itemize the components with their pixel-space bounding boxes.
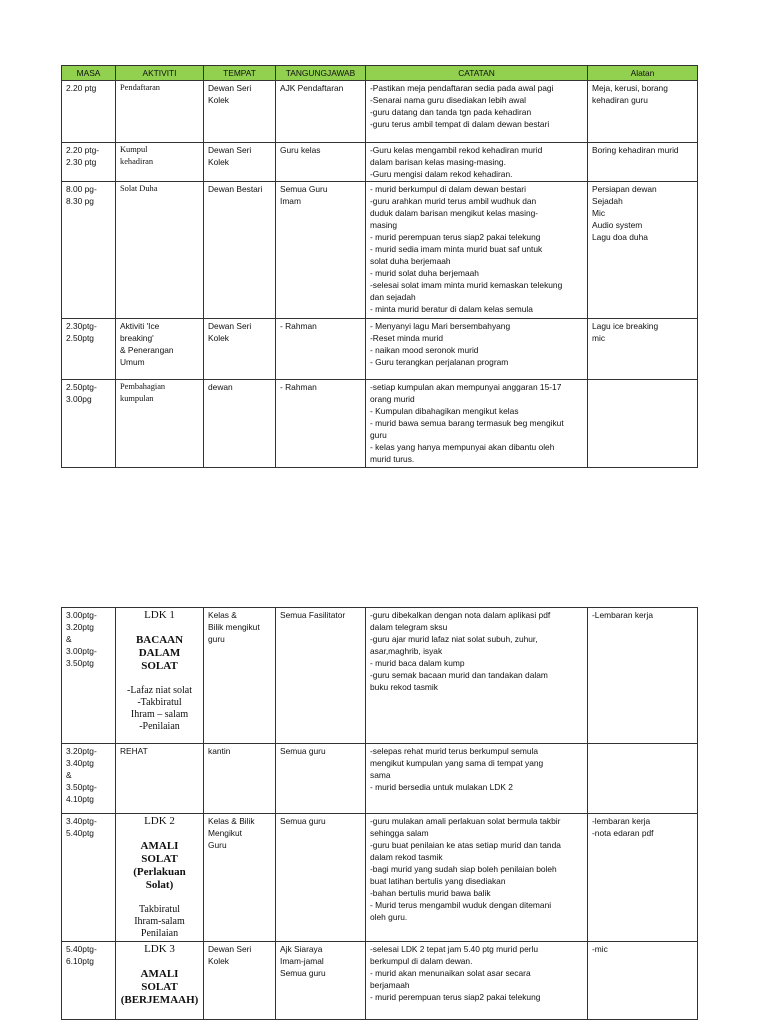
cell-catatan: - Menyanyi lagu Mari bersembahyang -Reset minda murid - naikan mood seronok murid - Guru terangkan perjalanan program [366, 319, 588, 380]
table-row [62, 380, 698, 468]
cell-tempat: dewan [204, 380, 276, 468]
cell-masa: 3.40ptg- 5.40ptg [62, 814, 116, 942]
cell-catatan: -setiap kumpulan akan mempunyai anggaran 15-17 orang murid - Kumpulan dibahagikan mengikut kelas - murid bawa semua barang termasuk beg mengikut guru - kelas yang hanya mempunyai akan dibantu oleh murid turus. [366, 380, 588, 468]
ldk-title: LDK 2 [144, 815, 175, 827]
cell-tanggungjawab: - Rahman [276, 380, 366, 468]
schedule-table-top [61, 65, 698, 468]
cell-masa: 2.20 ptg- 2.30 ptg [62, 143, 116, 182]
cell-tempat: Dewan Bestari [204, 182, 276, 319]
cell-catatan: -selepas rehat murid terus berkumpul semula mengikut kumpulan yang sama di tempat yang sama - murid bersedia untuk mulakan LDK 2 [366, 744, 588, 814]
cell-alatan [588, 744, 698, 814]
ldk-activity-name: AMALI SOLAT (BERJEMAAH) [120, 968, 199, 1006]
cell-tanggungjawab: Semua guru [276, 744, 366, 814]
cell-tanggungjawab: Semua Guru Imam [276, 182, 366, 319]
cell-alatan: Lagu ice breaking mic [588, 319, 698, 380]
table-row [62, 744, 698, 814]
table-row [62, 814, 698, 942]
table-row [62, 81, 698, 143]
cell-masa: 2.20 ptg [62, 81, 116, 143]
cell-catatan: - murid berkumpul di dalam dewan bestari -guru arahkan murid terus ambil wudhuk dan duduk dalam barisan mengikut kelas masing- masing - murid perempuan terus siap2 pakai telekung - murid sedia imam minta murid buat saf untuk solat duha berjemaah - murid solat duha berjemaah -selesai solat imam minta murid kemaskan telekung dan sejadah - minta murid beratur di dalam kelas semula [366, 182, 588, 319]
cell-aktiviti [116, 608, 204, 744]
cell-aktiviti [116, 814, 204, 942]
cell-masa: 3.00ptg- 3.20ptg & 3.00ptg- 3.50ptg [62, 608, 116, 744]
header-alatan: Alatan [588, 66, 698, 81]
cell-tanggungjawab: Guru kelas [276, 143, 366, 182]
cell-catatan: -Pastikan meja pendaftaran sedia pada awal pagi -Senarai nama guru disediakan lebih awal -guru datang dan tanda tgn pada kehadiran -guru terus ambil tempat di dalam dewan bestari [366, 81, 588, 143]
cell-catatan: -Guru kelas mengambil rekod kehadiran murid dalam barisan kelas masing-masing. -Guru mengisi dalam rekod kehadiran. [366, 143, 588, 182]
header-aktiviti: AKTIVITI [116, 66, 204, 81]
cell-alatan: -Lembaran kerja [588, 608, 698, 744]
header-row [62, 66, 698, 81]
cell-alatan: -mic [588, 942, 698, 1020]
cell-alatan: Persiapan dewan Sejadah Mic Audio system Lagu doa duha [588, 182, 698, 319]
cell-tempat: kantin [204, 744, 276, 814]
cell-masa: 2.50ptg- 3.00pg [62, 380, 116, 468]
cell-aktiviti: Pendaftaran [116, 81, 204, 143]
cell-aktiviti: Solat Duha [116, 182, 204, 319]
table-row [62, 608, 698, 744]
table-row [62, 182, 698, 319]
cell-aktiviti: Pembahagian kumpulan [116, 380, 204, 468]
cell-tanggungjawab: Semua guru [276, 814, 366, 942]
header-masa: MASA [62, 66, 116, 81]
header-tempat: TEMPAT [204, 66, 276, 81]
cell-tempat: Dewan Seri Kolek [204, 942, 276, 1020]
table-row [62, 143, 698, 182]
cell-catatan: -guru mulakan amali perlakuan solat bermula takbir sehingga salam -guru buat penilaian ke atas setiap murid dan tanda dalam rekod tasmik -bagi murid yang sudah siap boleh penilaian boleh buat latihan bertulis yang disediakan -bahan bertulis murid bawa balik - Murid terus mengambil wuduk dengan ditemani oleh guru. [366, 814, 588, 942]
cell-aktiviti: REHAT [116, 744, 204, 814]
ldk-activity-name: BACAAN DALAM SOLAT [135, 634, 184, 672]
ldk-activity-name: AMALI SOLAT (Perlakuan Solat) [133, 840, 186, 891]
cell-alatan: -lembaran kerja -nota edaran pdf [588, 814, 698, 942]
cell-masa: 5.40ptg- 6.10ptg [62, 942, 116, 1020]
table-row [62, 942, 698, 1020]
cell-alatan: Boring kehadiran murid [588, 143, 698, 182]
cell-masa: 8.00 pg- 8.30 pg [62, 182, 116, 319]
cell-tanggungjawab: - Rahman [276, 319, 366, 380]
cell-aktiviti: Aktiviti 'Ice breaking' & Penerangan Umum [116, 319, 204, 380]
cell-masa: 2.30ptg- 2.50ptg [62, 319, 116, 380]
cell-catatan: -selesai LDK 2 tepat jam 5.40 ptg murid perlu berkumpul di dalam dewan. - murid akan menunaikan solat asar secara berjamaah - murid perempuan terus siap2 pakai telekung [366, 942, 588, 1020]
cell-tempat: Dewan Seri Kolek [204, 81, 276, 143]
ldk-subtopics: -Lafaz niat solat -Takbiratul Ihram – salam -Penilaian [127, 685, 192, 732]
cell-masa: 3.20ptg- 3.40ptg & 3.50ptg- 4.10ptg [62, 744, 116, 814]
cell-alatan [588, 380, 698, 468]
cell-tempat: Kelas & Bilik mengikut guru [204, 608, 276, 744]
cell-tanggungjawab: Semua Fasilitator [276, 608, 366, 744]
cell-aktiviti: Kumpul kehadiran [116, 143, 204, 182]
cell-tanggungjawab: Ajk Siaraya Imam-jamal Semua guru [276, 942, 366, 1020]
header-tanggungjawab: TANGUNGJAWAB [276, 66, 366, 81]
cell-tempat: Dewan Seri Kolek [204, 143, 276, 182]
cell-aktiviti [116, 942, 204, 1020]
ldk-subtopics: Takbiratul Ihram-salam Penilaian [134, 904, 185, 939]
cell-tempat: Dewan Seri Kolek [204, 319, 276, 380]
schedule-table-bottom [61, 607, 698, 1020]
cell-catatan: -guru dibekalkan dengan nota dalam aplikasi pdf dalam telegram sksu -guru ajar murid lafaz niat solat subuh, zuhur, asar,maghrib, isyak - murid baca dalam kump -guru semak bacaan murid dan tandakan dalam buku rekod tasmik [366, 608, 588, 744]
cell-tempat: Kelas & Bilik Mengikut Guru [204, 814, 276, 942]
table-row [62, 319, 698, 380]
cell-alatan: Meja, kerusi, borang kehadiran guru [588, 81, 698, 143]
ldk-title: LDK 1 [144, 609, 175, 621]
ldk-title: LDK 3 [144, 943, 175, 955]
cell-tanggungjawab: AJK Pendaftaran [276, 81, 366, 143]
header-catatan: CATATAN [366, 66, 588, 81]
